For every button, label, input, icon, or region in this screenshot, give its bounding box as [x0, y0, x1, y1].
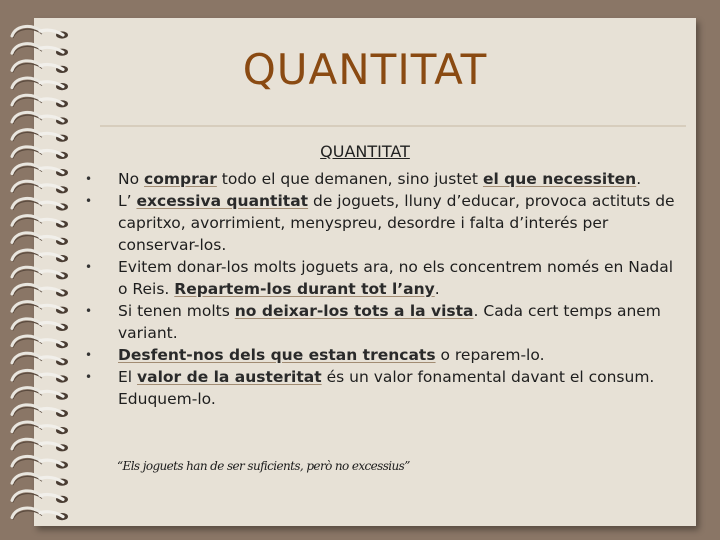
- spiral-ring: [12, 164, 68, 176]
- bullet-text: de joguets, lluny d’educar, provoca actituts de capritxo, avorrimient, menyspreu, desordre i falta d’interés per conservar-los.: [118, 192, 675, 254]
- bullet-emphasis: no deixar-los tots a la vista: [234, 302, 474, 320]
- bullet-item: [85, 256, 685, 300]
- spiral-ring: [12, 112, 68, 124]
- bullet-item: [85, 344, 685, 366]
- bullet-marker: •: [85, 260, 93, 274]
- bullet-item: [85, 168, 685, 190]
- bullet-item: [85, 300, 685, 344]
- bullet-text: .: [434, 280, 440, 298]
- spiral-ring: [12, 474, 68, 486]
- spiral-ring: [12, 198, 68, 210]
- spiral-ring: [12, 267, 68, 279]
- spiral-ring: [12, 302, 68, 314]
- bullet-text: El: [118, 368, 138, 386]
- spiral-ring: [12, 456, 68, 468]
- spiral-ring: [12, 336, 68, 348]
- bullet-marker: •: [85, 194, 93, 208]
- bullet-text: No: [118, 170, 145, 188]
- bullet-text: .: [636, 170, 642, 188]
- bullet-item: [85, 190, 685, 256]
- bullet-emphasis: comprar: [144, 170, 217, 188]
- spiral-ring: [12, 130, 68, 142]
- bullet-text: todo el que demanen, sino justet: [216, 170, 483, 188]
- bullet-text: L’: [118, 192, 137, 210]
- bullet-marker: •: [85, 172, 93, 186]
- spiral-ring: [12, 233, 68, 245]
- spiral-ring: [12, 95, 68, 107]
- title-divider: [100, 125, 686, 127]
- bullet-text: . Cada cert temps anem variant.: [118, 302, 661, 342]
- slide-subtitle: QUANTITAT: [320, 142, 410, 161]
- spiral-ring: [12, 491, 68, 503]
- bullet-item: [85, 366, 685, 410]
- bullet-emphasis: excessiva quantitat: [136, 192, 309, 210]
- spiral-ring: [12, 250, 68, 262]
- spiral-binding: [0, 18, 80, 526]
- bullet-text: Evitem donar-los molts joguets ara, no els concentrem només en Nadal o Reis.: [118, 258, 674, 298]
- closing-quote: “Els joguets han de ser suficients, però no excessius”: [117, 459, 410, 473]
- spiral-ring: [12, 388, 68, 400]
- spiral-ring: [12, 439, 68, 451]
- spiral-ring: [12, 353, 68, 365]
- spiral-ring: [12, 422, 68, 434]
- bullet-marker: •: [85, 348, 93, 362]
- slide-title: QUANTITAT: [242, 45, 488, 94]
- bullet-text: és un valor fonamental davant el consum. Eduquem-lo.: [118, 368, 655, 408]
- spiral-ring: [12, 216, 68, 228]
- spiral-ring: [12, 319, 68, 331]
- spiral-ring: [12, 405, 68, 417]
- bullet-text: Si tenen molts: [118, 302, 235, 320]
- spiral-ring: [12, 284, 68, 296]
- spiral-ring: [12, 26, 68, 38]
- bullet-emphasis: Desfent-nos dels que estan trencats: [118, 346, 436, 364]
- bullet-marker: •: [85, 370, 93, 384]
- bullet-emphasis: valor de la austeritat: [137, 368, 322, 386]
- bullet-emphasis: Repartem-los durant tot l’any: [174, 280, 435, 298]
- spiral-ring: [12, 508, 68, 520]
- bullet-text: o reparem-lo.: [435, 346, 545, 364]
- spiral-ring: [12, 370, 68, 382]
- bullet-list: [85, 168, 685, 410]
- spiral-ring: [12, 181, 68, 193]
- bullet-emphasis: el que necessiten: [482, 170, 637, 188]
- bullet-marker: •: [85, 304, 93, 318]
